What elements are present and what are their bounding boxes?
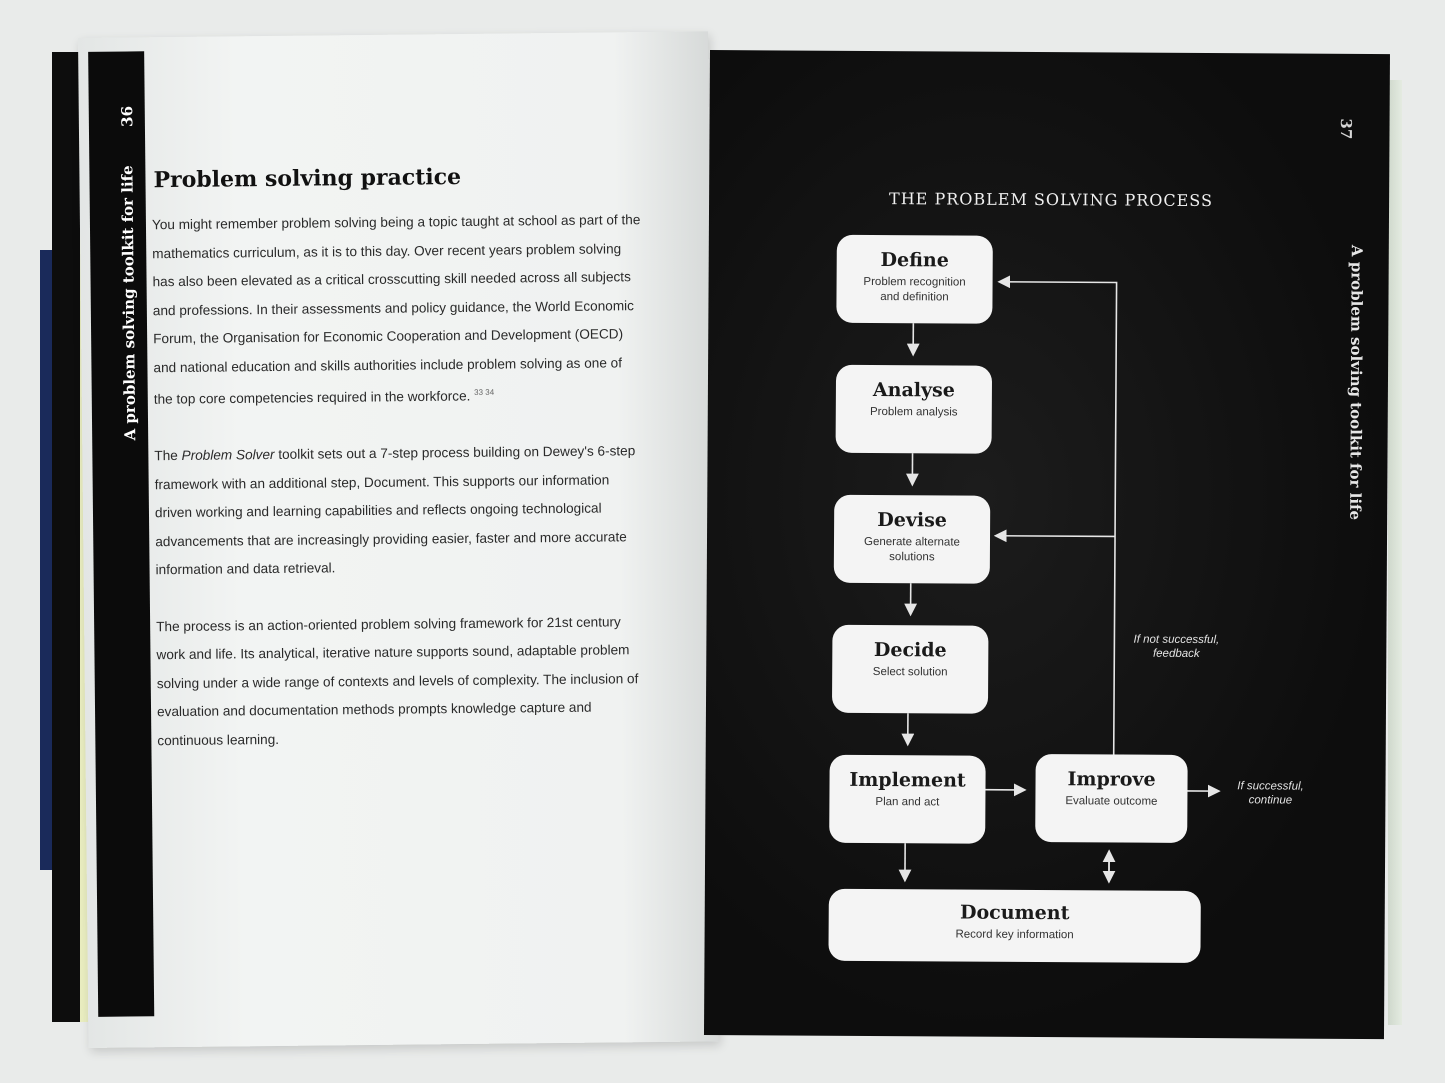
step-subtitle: Plan and act (875, 796, 940, 809)
paragraph-2-text: 6-step framework with an additional step, Document. This supports our information driven working and learning capabilities and reflects ongoing technological advancements that are increasingly providing easier, faster and more accurate information and data retrieval. (154, 443, 636, 578)
left-text-block (151, 162, 647, 783)
right-page (704, 50, 1390, 1039)
right-page-edge (1388, 80, 1402, 1025)
step-title: Implement (849, 768, 966, 792)
paragraph-2-tail: toolkit sets out a 7-step process building on Dewey's (274, 443, 594, 462)
step-subtitle: Problem analysis (869, 405, 958, 419)
step-devise (834, 495, 991, 584)
paragraph-1-text: You might remember problem solving being a topic taught at school as part of the mathematics curriculum, as it is to this day. Over recent years problem solving has also been elevated as a critical crosscutting skill needed across all subjects and professions. In their assessments and policy guidance, the World Economic Forum, the Organisation for Economic Cooperation and Development (OECD) and national education and skills authorities include problem solving as one of the top core competencies required in the workforce. (151, 212, 641, 407)
diagram-title: THE PROBLEM SOLVING PROCESS (889, 189, 1214, 211)
black-edge-strip (52, 52, 82, 1022)
navy-edge-strip (40, 250, 52, 870)
left-page-number: 36 (118, 105, 137, 128)
page-heading: Problem solving practice (153, 163, 462, 194)
step-title: Decide (873, 639, 947, 662)
paragraph-2-italic: Problem Solver (181, 446, 275, 463)
step-title: Define (880, 249, 949, 272)
step-subtitle: Evaluate outcome (1065, 795, 1158, 808)
note-feedback: If not successful, feedback (1133, 633, 1220, 661)
left-running-head: A problem solving toolkit for life (118, 165, 140, 441)
step-document (828, 889, 1200, 963)
step-title: Document (959, 901, 1070, 925)
feedback-loop-line (998, 282, 1117, 756)
note-continue: If successful, continue (1237, 780, 1304, 807)
step-analyse (836, 365, 993, 454)
left-page (78, 31, 719, 1048)
step-subtitle: Select solution (872, 666, 948, 679)
left-spine-band (88, 51, 154, 1017)
step-decide (832, 625, 989, 714)
step-subtitle: Generate alternate solutions (864, 535, 960, 564)
step-define (836, 235, 993, 324)
step-improve (1035, 754, 1188, 843)
step-subtitle: Problem recognition and definition (863, 275, 966, 304)
step-subtitle: Record key information (955, 928, 1074, 942)
step-title: Devise (877, 509, 947, 532)
paragraph-2 (154, 437, 645, 585)
feedback-to-devise (997, 536, 1115, 537)
right-page-number: 37 (1336, 118, 1356, 140)
paragraph-1 (152, 206, 644, 414)
paragraph-2-lead: The (154, 447, 182, 464)
footnote-ref: 33 34 (474, 387, 495, 397)
step-implement (829, 755, 986, 844)
right-running-head: A problem solving toolkit for life (1346, 244, 1366, 521)
step-title: Improve (1067, 768, 1156, 791)
paragraph-3: The process is an action-oriented problem solving framework for 21st century work and life. Its analytical, iterative nature supports sound, adaptable problem solving under a wide range of contexts and levels of complexity. The inclusion of evaluation and documentation methods prompts knowledge capture and continuous learning. (156, 613, 639, 748)
step-title: Analyse (872, 379, 955, 402)
